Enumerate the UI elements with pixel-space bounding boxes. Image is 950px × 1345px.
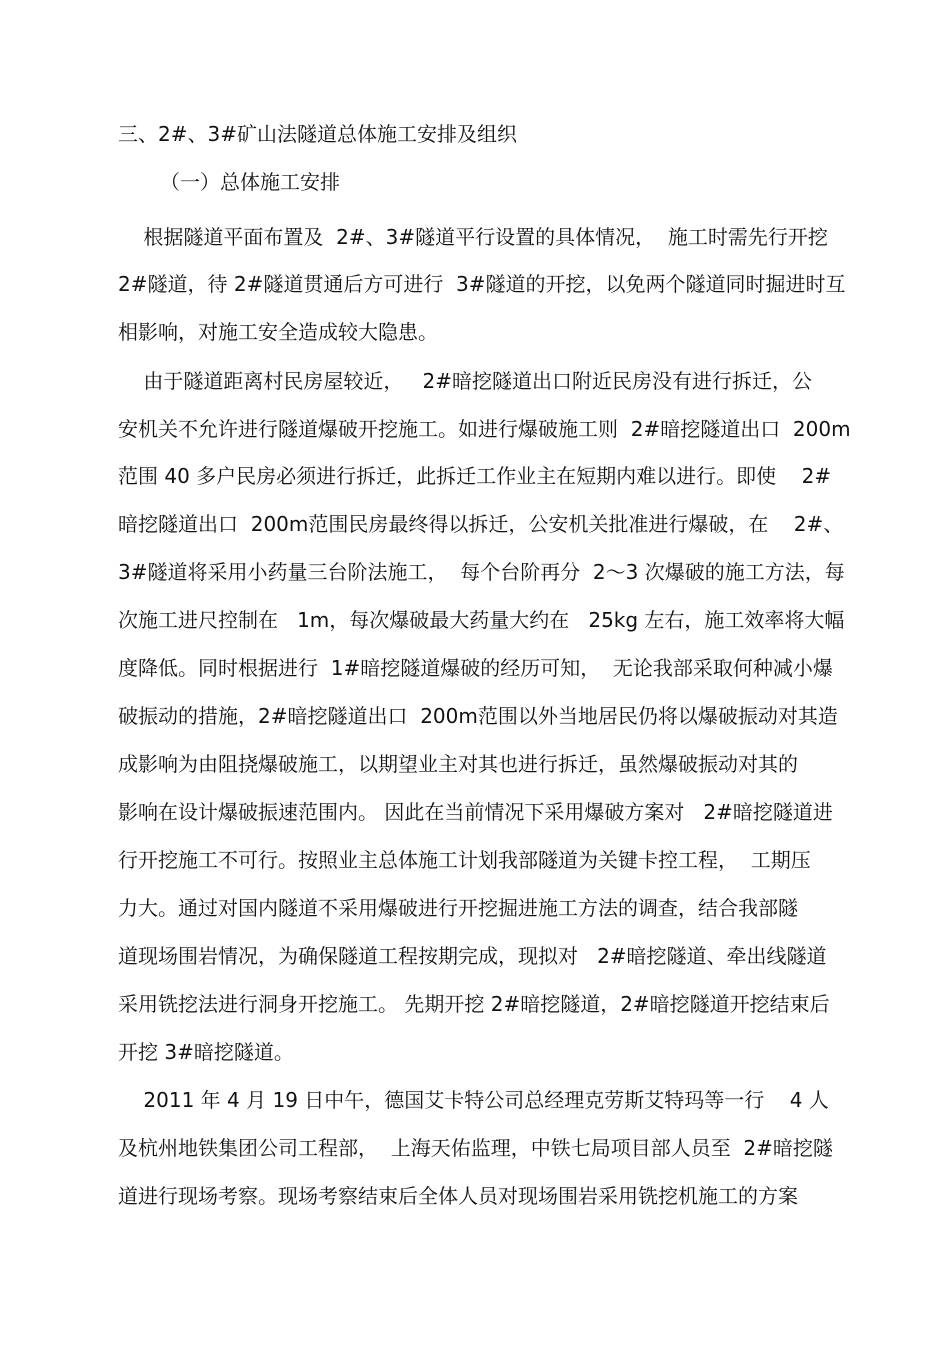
text-line: 2011 年 4 月 19 日中午，德国艾卡特公司总经理克劳斯艾特玛等一行 4 人 [118,1088,829,1112]
text-line: 成影响为由阻挠爆破施工，以期望业主对其也进行拆迁，虽然爆破振动对其的 [118,752,798,776]
text-line: 力大。通过对国内隧道不采用爆破进行开挖掘进施工方法的调查，结合我部隧 [118,896,798,920]
text-line: 开挖 3#暗挖隧道。 [118,1040,294,1064]
text-line: 道进行现场考察。现场考察结束后全体人员对现场围岩采用铣挖机施工的方案 [118,1184,798,1208]
text-line: 3#隧道将采用小药量三台阶法施工， 每个台阶再分 2～3 次爆破的施工方法，每 [118,560,845,584]
text-line: 破振动的措施，2#暗挖隧道出口 200m范围以外当地居民仍将以爆破振动对其造 [118,704,838,728]
text-line: 范围 40 多户民房必须进行拆迁，此拆迁工作业主在短期内难以进行。即使 2# [118,464,832,488]
text-line: 由于隧道距离村民房屋较近， 2#暗挖隧道出口附近民房没有进行拆迁，公 [118,369,812,393]
text-line: 2#隧道，待 2#隧道贯通后方可进行 3#隧道的开挖，以免两个隧道同时掘进时互 [118,272,846,296]
text-line: 道现场围岩情况，为确保隧道工程按期完成，现拟对 2#暗挖隧道、牵出线隧道 [118,944,827,968]
text-line: 安机关不允许进行隧道爆破开挖施工。如进行爆破施工则 2#暗挖隧道出口 200m [118,417,851,441]
text-line: 行开挖施工不可行。按照业主总体施工计划我部隧道为关键卡控工程， 工期压 [118,848,811,872]
subsection-heading: （一）总体施工安排 [160,170,340,194]
text-line: 次施工进尺控制在 1m，每次爆破最大药量大约在 25kg 左右，施工效率将大幅 [118,608,845,632]
text-line: 根据隧道平面布置及 2#、3#隧道平行设置的具体情况， 施工时需先行开挖 [118,225,828,249]
text-line: 暗挖隧道出口 200m范围民房最终得以拆迁，公安机关批准进行爆破，在 2#、 [118,512,844,536]
text-line: 相影响，对施工安全造成较大隐患。 [118,320,438,344]
text-line: 及杭州地铁集团公司工程部， 上海天佑监理，中铁七局项目部人员至 2#暗挖隧 [118,1136,833,1160]
text-line: 度降低。同时根据进行 1#暗挖隧道爆破的经历可知， 无论我部采取何种减小爆 [118,656,833,680]
section-heading: 三、2#、3#矿山法隧道总体施工安排及组织 [118,122,517,146]
text-line: 影响在设计爆破振速范围内。 因此在当前情况下采用爆破方案对 2#暗挖隧道进 [118,800,833,824]
text-line: 采用铣挖法进行洞身开挖施工。 先期开挖 2#暗挖隧道，2#暗挖隧道开挖结束后 [118,992,830,1016]
